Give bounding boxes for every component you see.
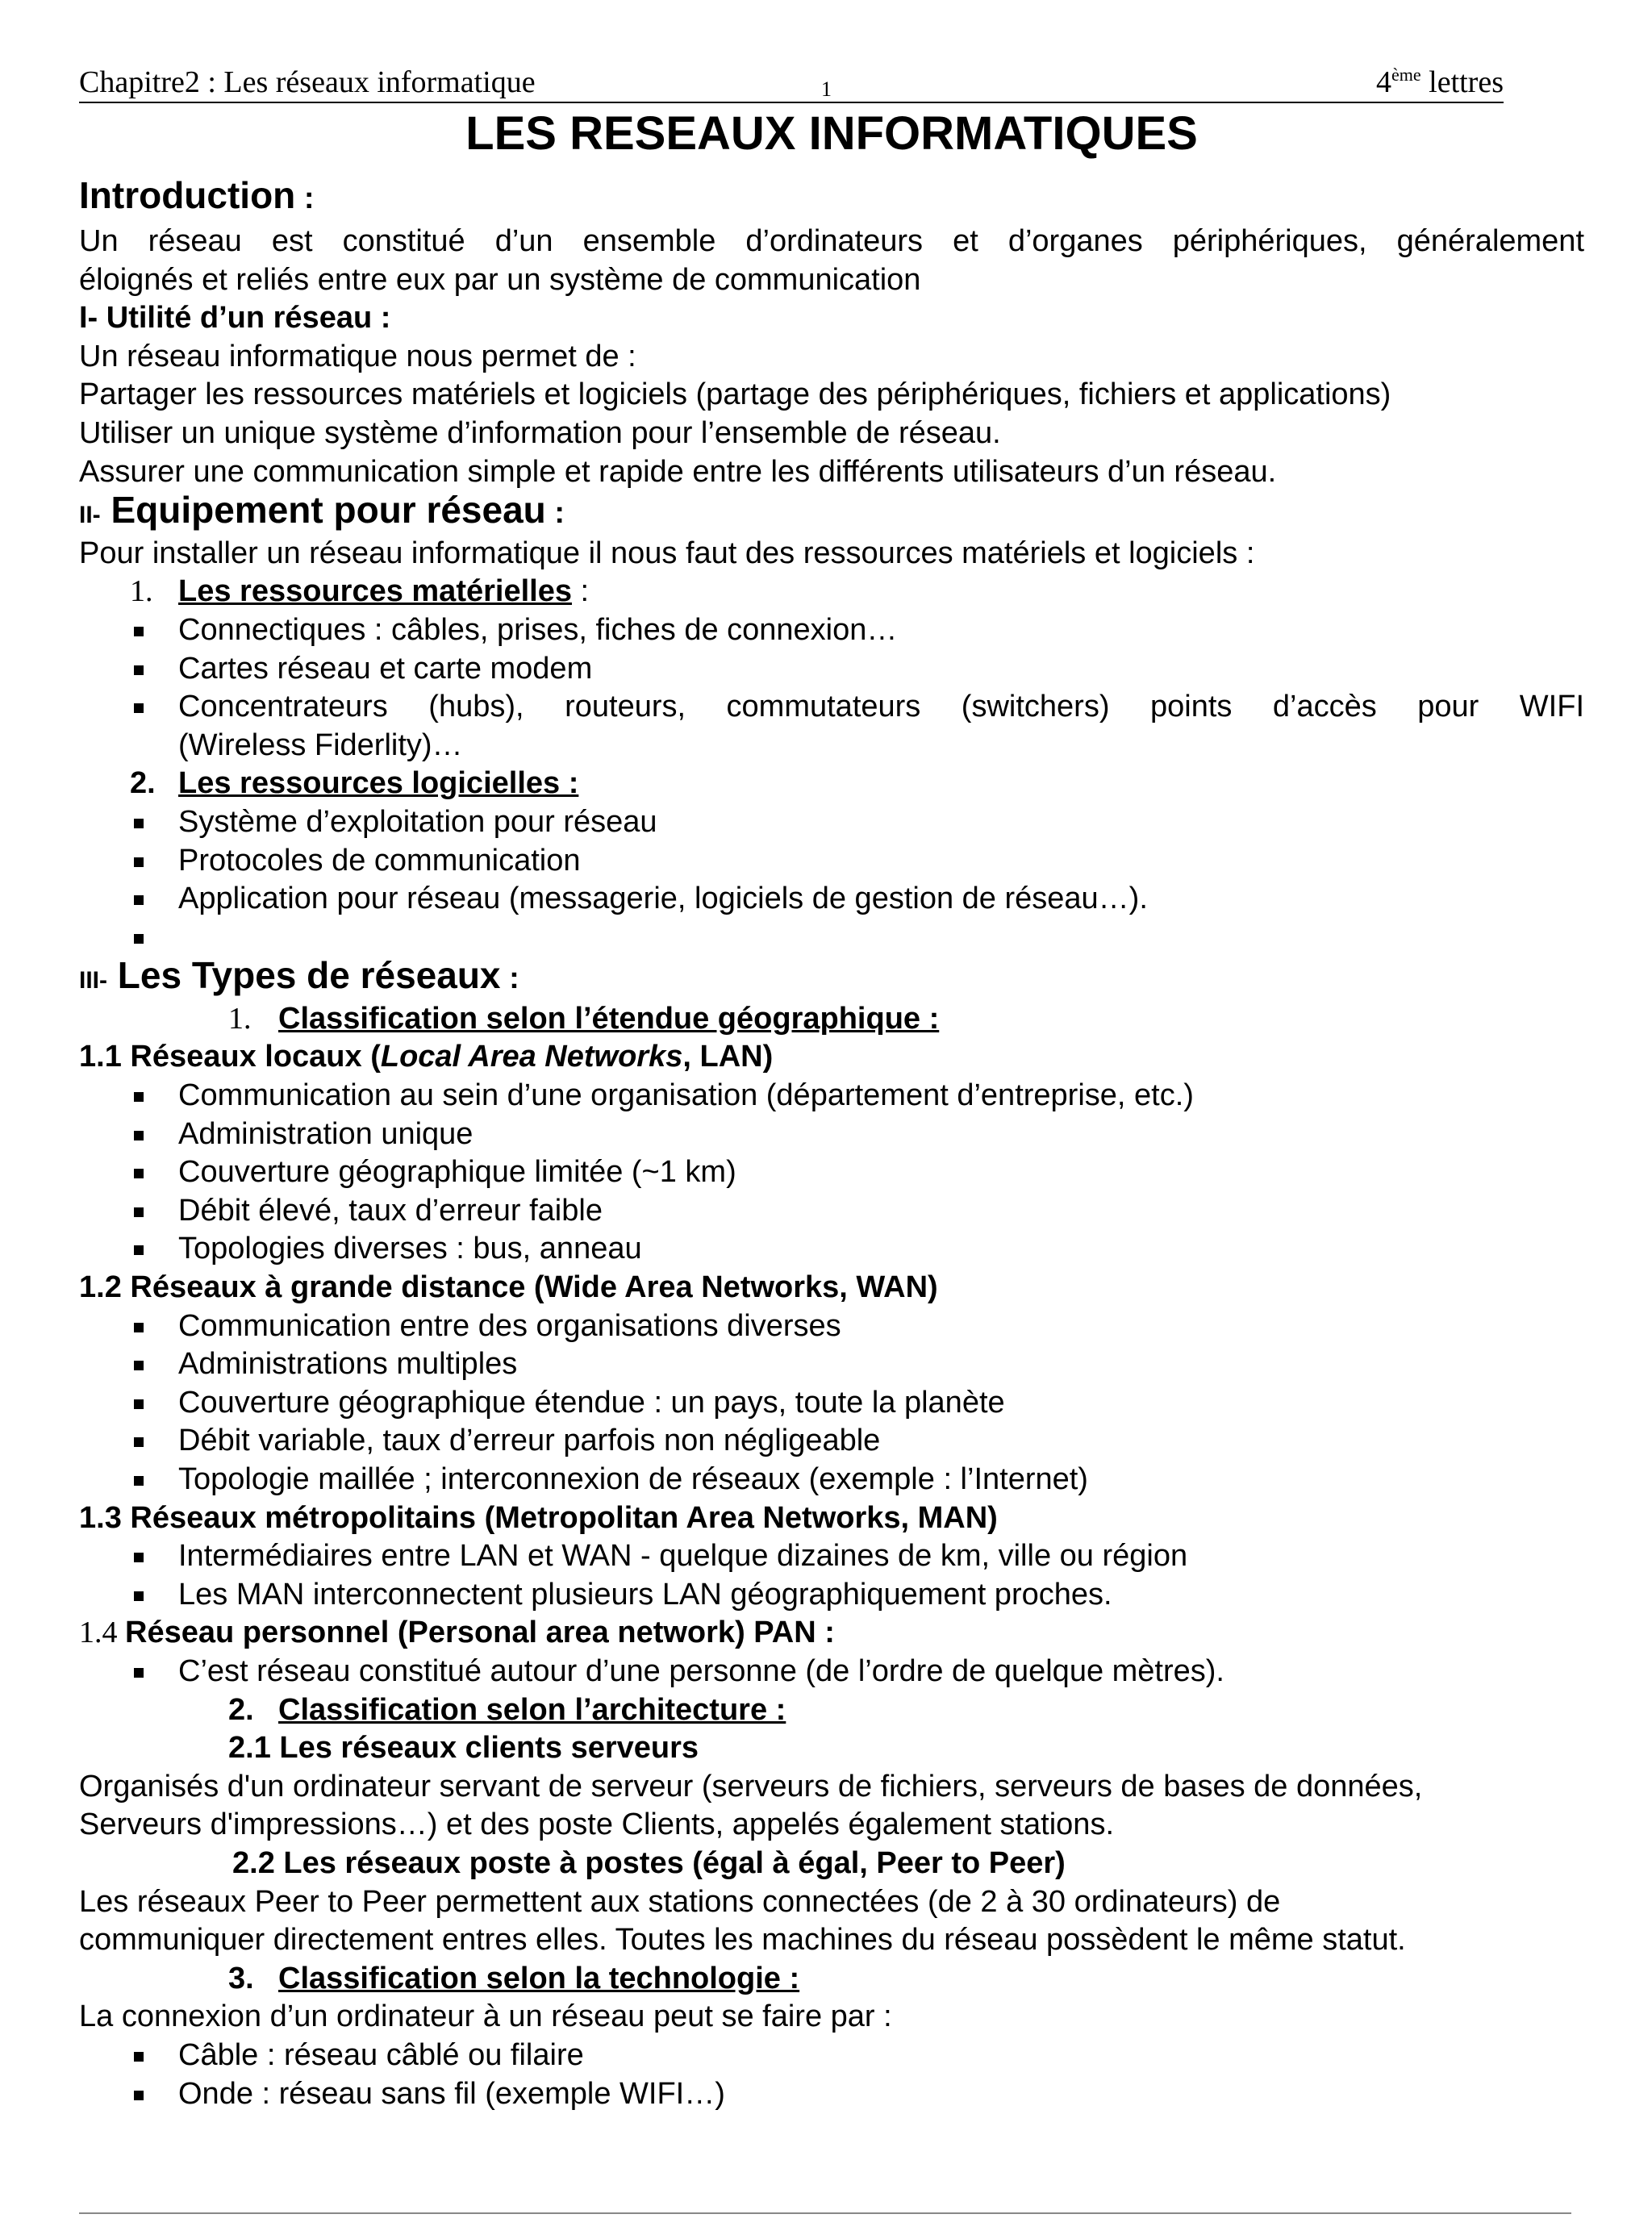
list-item: Administrations multiples (79, 1345, 1584, 1384)
wan-heading: 1.2 Réseaux à grande distance (Wide Area Networks, WAN) (79, 1270, 938, 1305)
list-item: Cartes réseau et carte modem (79, 650, 1584, 689)
list-item: Topologies diverses : bus, anneau (79, 1230, 1584, 1269)
classification-tech-heading: 3. Classification selon la technologie : (228, 1961, 800, 1995)
lan-heading: 1.1 Réseaux locaux (Local Area Networks, LAN) (79, 1040, 774, 1074)
list-item: Connectiques : câbles, prises, fiches de connexion… (79, 611, 1584, 650)
page-title: LES RESEAUX INFORMATIQUES (465, 107, 1198, 160)
header-class: 4ème lettres (1375, 65, 1504, 99)
list-item: Système d’exploitation pour réseau (79, 803, 1584, 842)
document-page (79, 63, 1584, 2113)
intro-line-2: éloignés et reliés entre eux par un système de communication (79, 262, 921, 297)
section2-intro: Pour installer un réseau informatique il nous faut des ressources matériels et logiciels : (79, 536, 1255, 570)
header-page-number: 1 (821, 77, 832, 101)
intro-line-1: Un réseau est constitué d’un ensemble d’ordinateurs et d’organes périphériques, généralement (79, 224, 1584, 258)
section1-line: Partager les ressources matériels et logiciels (partage des périphériques, fichiers et applications) (79, 377, 1391, 412)
list-item: Topologie maillée ; interconnexion de réseaux (exemple : l’Internet) (79, 1461, 1584, 1499)
peer-to-peer-line-2: communiquer directement entres elles. Toutes les machines du réseau possèdent le même statut. (79, 1923, 1406, 1958)
list-item-continuation: (Wireless Fiderlity)… (178, 728, 463, 762)
software-heading: 2. Les ressources logicielles : (130, 766, 579, 801)
list-item: Protocoles de communication (79, 842, 1584, 881)
technology-intro: La connexion d’un ordinateur à un réseau peut se faire par : (79, 1999, 892, 2034)
client-server-heading: 2.1 Les réseaux clients serveurs (228, 1731, 699, 1766)
list-item: Onde : réseau sans fil (exemple WIFI…) (79, 2075, 1584, 2114)
peer-to-peer-line-1: Les réseaux Peer to Peer permettent aux stations connectées (de 2 à 30 ordinateurs) de (79, 1884, 1281, 1919)
section1-line: Un réseau informatique nous permet de : (79, 339, 636, 373)
list-item: Couverture géographique étendue : un pays, toute la planète (79, 1384, 1584, 1423)
footer-divider (79, 2212, 1571, 2214)
hardware-heading: 1. Les ressources matérielles : (130, 574, 590, 609)
list-item: Concentrateurs (hubs), routeurs, commutateurs (switchers) points d’accès pour WIFI (79, 688, 1584, 727)
list-item: Intermédiaires entre LAN et WAN - quelque dizaines de km, ville ou région (79, 1537, 1584, 1576)
man-heading: 1.3 Réseaux métropolitains (Metropolitan Area Networks, MAN) (79, 1500, 998, 1535)
list-item: Débit élevé, taux d’erreur faible (79, 1192, 1584, 1231)
list-item: C’est réseau constitué autour d’une personne (de l’ordre de quelque mètres). (79, 1653, 1584, 1691)
classification-arch-heading: 2. Classification selon l’architecture : (228, 1692, 786, 1727)
list-item: Communication entre des organisations diverses (79, 1307, 1584, 1346)
peer-to-peer-heading: 2.2 Les réseaux poste à postes (égal à égal, Peer to Peer) (232, 1845, 1066, 1880)
list-item: Application pour réseau (messagerie, logiciels de gestion de réseau…). (79, 880, 1584, 919)
list-item: Administration unique (79, 1115, 1584, 1154)
section1-heading: I- Utilité d’un réseau : (79, 301, 391, 336)
list-item: Câble : réseau câblé ou filaire (79, 2037, 1584, 2075)
list-item: Les MAN interconnectent plusieurs LAN géographiquement proches. (79, 1576, 1584, 1615)
section2-heading: II- Equipement pour réseau : (79, 489, 565, 532)
header-chapter: Chapitre2 : Les réseaux informatique (79, 65, 536, 99)
section1-line: Utiliser un unique système d’information pour l’ensemble de réseau. (79, 415, 1001, 450)
intro-heading: Introduction : (79, 174, 315, 216)
classification-geo-heading: 1. Classification selon l’étendue géographique : (228, 1001, 940, 1036)
client-server-line-1: Organisés d'un ordinateur servant de serveur (serveurs de fichiers, serveurs de bases de données, (79, 1769, 1423, 1803)
section3-heading: III- Les Types de réseaux : (79, 954, 519, 997)
list-item-empty (79, 919, 1584, 957)
list-item: Débit variable, taux d’erreur parfois non négligeable (79, 1422, 1584, 1461)
list-item: Communication au sein d’une organisation (département d’entreprise, etc.) (79, 1077, 1584, 1115)
page-header (79, 63, 1504, 103)
list-item: Couverture géographique limitée (~1 km) (79, 1153, 1584, 1192)
client-server-line-2: Serveurs d'impressions…) et des poste Clients, appelés également stations. (79, 1808, 1115, 1842)
section1-line: Assurer une communication simple et rapide entre les différents utilisateurs d’un réseau. (79, 454, 1277, 489)
pan-heading: 1.4 Réseau personnel (Personal area network) PAN : (79, 1616, 835, 1650)
